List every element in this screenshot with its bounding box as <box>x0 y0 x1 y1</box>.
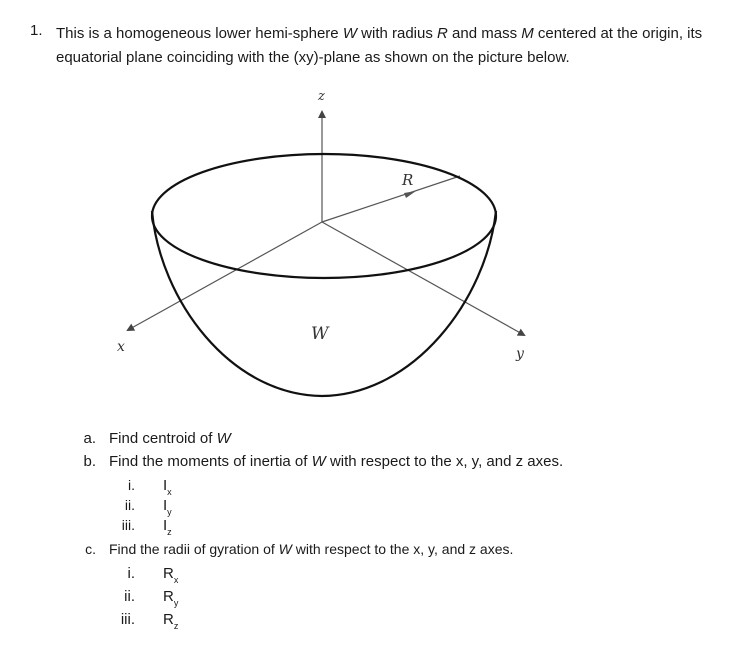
part-b-item-1-marker: i. <box>128 477 135 493</box>
question-text: This is a homogeneous lower hemi-sphere W with radius R and mass M centered at the origin, its equatorial plane coinciding with the (xy)-plane as shown on the picture below. <box>56 25 703 66</box>
label-y: y <box>516 346 524 362</box>
label-R: R <box>402 171 414 189</box>
part-c-item-1-marker: i. <box>127 565 135 582</box>
part-c-item-2-marker: ii. <box>124 588 135 605</box>
part-c-marker: c. <box>85 541 96 557</box>
part-b-item-3-marker: iii. <box>121 517 135 533</box>
part-b-marker: b. <box>83 453 96 470</box>
part-c-item-3-marker: iii. <box>120 611 135 628</box>
part-c-item-1-symbol: $R_x$ <box>163 565 179 585</box>
question-number: 1. <box>30 22 43 39</box>
part-b-text: Find the moments of inertia of W with respect to the x, y, and z axes. <box>109 453 564 470</box>
hemisphere-bowl <box>152 211 496 396</box>
part-a-text: Find centroid of W <box>109 430 231 447</box>
radius-arrow <box>404 191 416 198</box>
label-x: x <box>117 339 125 355</box>
part-b-item-3-symbol: $I_z$ <box>163 517 172 537</box>
part-b-item-1-symbol: $I_x$ <box>163 477 172 497</box>
part-a-marker: a. <box>83 430 96 447</box>
part-c-item-2-symbol: $R_y$ <box>163 588 179 608</box>
part-b-item-2-symbol: $I_y$ <box>163 497 172 517</box>
label-z: z <box>318 89 325 104</box>
part-c-text: Find the radii of gyration of W with respect to the x, y, and z axes. <box>109 541 514 557</box>
part-c-item-3-symbol: $R_z$ <box>163 611 179 631</box>
y-axis <box>322 222 524 335</box>
radius-line <box>322 176 460 222</box>
part-b-item-2-marker: ii. <box>124 497 135 513</box>
equatorial-rim <box>152 154 496 278</box>
label-W: W <box>311 324 329 344</box>
